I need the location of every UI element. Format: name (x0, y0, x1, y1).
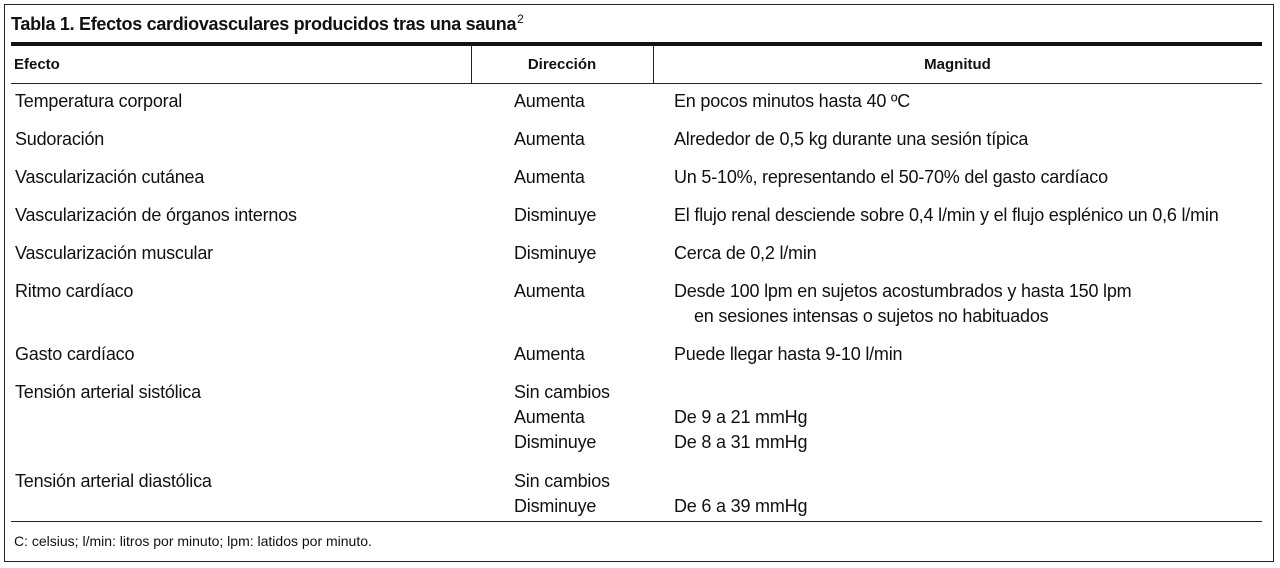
magnitude-line: De 9 a 21 mmHg (674, 407, 808, 427)
cell-magnitude (674, 203, 1219, 228)
direction-line: Aumenta (514, 167, 585, 187)
cell-effect: Temperatura corporal (15, 91, 183, 111)
title-reference: 2 (517, 12, 524, 26)
magnitude-line: El flujo renal desciende sobre 0,4 l/min y el flujo esplénico un 0,6 l/min (674, 205, 1219, 225)
magnitude-line: Cerca de 0,2 l/min (674, 243, 817, 263)
cell-effect: Gasto cardíaco (15, 344, 135, 364)
table-bottom-rule (11, 521, 1262, 522)
direction-line: Disminuye (514, 205, 597, 225)
magnitude-line (674, 469, 807, 494)
cell-magnitude (674, 241, 816, 266)
direction-line: Aumenta (514, 129, 585, 149)
magnitude-line: De 8 a 31 mmHg (674, 432, 808, 452)
magnitude-line (674, 380, 807, 405)
cell-magnitude (674, 165, 1108, 190)
cell-magnitude (674, 279, 1131, 329)
direction-line: Disminuye (514, 496, 597, 516)
cell-effect: Vascularización de órganos internos (15, 205, 297, 225)
cell-magnitude (674, 469, 807, 519)
direction-line: Disminuye (514, 432, 597, 452)
cell-direction (514, 279, 585, 304)
table-title (11, 12, 524, 35)
direction-line: Aumenta (514, 91, 585, 111)
cell-direction (514, 380, 610, 455)
magnitude-line: en sesiones intensas o sujetos no habituados (694, 306, 1049, 326)
cell-magnitude (674, 127, 1028, 152)
direction-line: Sin cambios (514, 471, 610, 491)
magnitude-line: De 6 a 39 mmHg (674, 496, 808, 516)
direction-line: Aumenta (514, 407, 585, 427)
header-magnitude: Magnitud (924, 56, 991, 73)
cell-direction (514, 89, 585, 114)
header-effect: Efecto (14, 56, 60, 73)
magnitude-line: Un 5-10%, representando el 50-70% del gasto cardíaco (674, 167, 1108, 187)
cell-direction (514, 241, 596, 266)
cell-direction (514, 203, 596, 228)
magnitude-line: Alrededor de 0,5 kg durante una sesión típica (674, 129, 1029, 149)
header-direction: Dirección (527, 56, 597, 73)
cell-magnitude (674, 342, 902, 367)
cell-effect: Vascularización cutánea (15, 167, 205, 187)
direction-line: Aumenta (514, 344, 585, 364)
table-footnote: C: celsius; l/min: litros por minuto; lpm: latidos por minuto. (14, 533, 372, 549)
magnitude-line: En pocos minutos hasta 40 ºC (674, 91, 911, 111)
cell-magnitude (674, 380, 807, 455)
table-title-text: Tabla 1. Efectos cardiovasculares producidos tras una sauna (11, 14, 517, 34)
cell-direction (514, 165, 585, 190)
cell-direction (514, 127, 585, 152)
cell-direction (514, 342, 585, 367)
cell-direction (514, 469, 610, 519)
magnitude-line: Puede llegar hasta 9-10 l/min (674, 344, 903, 364)
cell-magnitude (674, 89, 910, 114)
direction-line: Disminuye (514, 243, 597, 263)
cell-effect: Tensión arterial diastólica (15, 471, 212, 491)
cell-effect: Tensión arterial sistólica (15, 382, 201, 402)
direction-line: Sin cambios (514, 382, 610, 402)
table-header-row (11, 46, 1262, 84)
cell-effect: Sudoración (15, 129, 105, 149)
magnitude-line: Desde 100 lpm en sujetos acostumbrados y hasta 150 lpm (674, 281, 1132, 301)
cell-effect: Ritmo cardíaco (15, 281, 134, 301)
cell-effect: Vascularización muscular (15, 243, 213, 263)
direction-line: Aumenta (514, 281, 585, 301)
